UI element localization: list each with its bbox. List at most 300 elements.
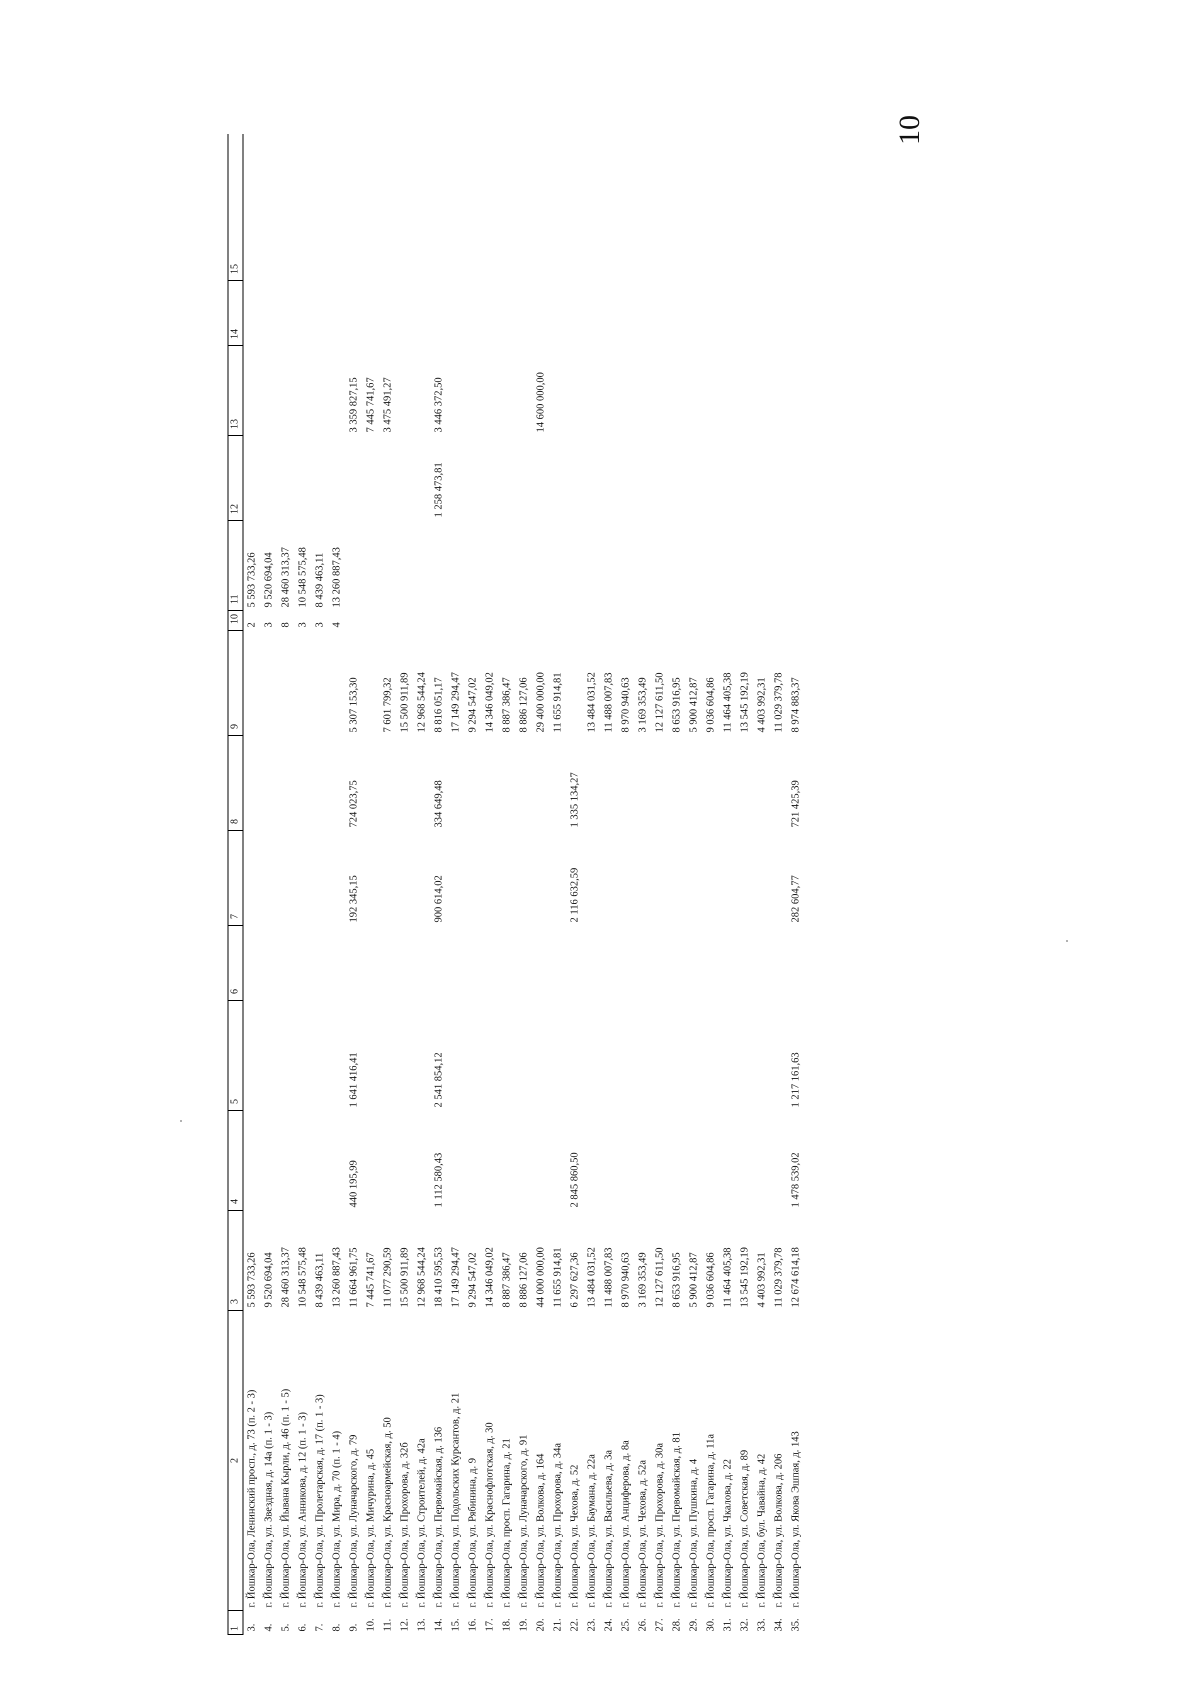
value-col-6 — [737, 926, 754, 1001]
value-col-15 — [397, 135, 414, 281]
row-number: 23. — [586, 1618, 598, 1632]
value-col-14 — [278, 281, 295, 346]
column-number: 5 — [228, 1001, 243, 1111]
table-row — [737, 135, 754, 1635]
value-col-8 — [686, 736, 703, 831]
value-col-3: 14 346 049,02 — [484, 1247, 496, 1308]
value-col-12 — [329, 436, 346, 521]
value-col-11 — [448, 521, 465, 611]
value-col-4 — [499, 1111, 516, 1211]
address-cell: г. Йошкар-Ола, ул. Прохорова, д. 32б — [399, 1442, 411, 1608]
value-col-15 — [346, 135, 363, 281]
value-col-15 — [499, 135, 516, 281]
row-number: 18. — [501, 1618, 513, 1632]
value-col-15 — [312, 135, 329, 281]
value-col-7 — [550, 831, 567, 926]
budget-table — [228, 135, 805, 1636]
value-col-10 — [635, 611, 652, 631]
value-col-13 — [584, 346, 601, 436]
row-number: 26. — [637, 1618, 649, 1632]
value-col-6 — [550, 926, 567, 1001]
value-col-12 — [669, 436, 686, 521]
row-number: 20. — [535, 1618, 547, 1632]
value-col-6 — [635, 926, 652, 1001]
value-col-15 — [618, 135, 635, 281]
value-col-13 — [635, 346, 652, 436]
table-row — [414, 135, 431, 1635]
value-col-6 — [346, 926, 363, 1001]
value-col-11: 5 593 733,26 — [246, 552, 258, 608]
value-col-8 — [635, 736, 652, 831]
value-col-3: 28 460 313,37 — [280, 1247, 292, 1308]
value-col-13 — [669, 346, 686, 436]
value-col-6 — [482, 926, 499, 1001]
value-col-8 — [737, 736, 754, 831]
value-col-10: 3 — [297, 622, 309, 628]
value-col-15 — [567, 135, 584, 281]
value-col-9 — [329, 631, 346, 736]
value-col-13 — [550, 346, 567, 436]
column-number: 1 — [228, 1611, 243, 1635]
value-col-15 — [261, 135, 278, 281]
value-col-13 — [618, 346, 635, 436]
value-col-5 — [584, 1001, 601, 1111]
row-number: 17. — [484, 1618, 496, 1632]
value-col-13: 7 445 741,67 — [365, 377, 377, 433]
value-col-12 — [737, 436, 754, 521]
value-col-5 — [380, 1001, 397, 1111]
value-col-13 — [652, 346, 669, 436]
value-col-6 — [516, 926, 533, 1001]
value-col-4 — [295, 1111, 312, 1211]
value-col-13: 3 475 491,27 — [382, 377, 394, 433]
table-row — [363, 135, 380, 1635]
address-cell: г. Йошкар-Ола, ул. Луначарского, д. 79 — [348, 1434, 360, 1608]
value-col-13 — [516, 346, 533, 436]
column-number: 7 — [228, 831, 243, 926]
address-cell: г. Йошкар-Ола, ул. Анникова, д. 12 (п. 1 - 3) — [297, 1412, 309, 1608]
value-col-9: 5 307 153,30 — [348, 677, 360, 733]
table-row — [278, 135, 295, 1635]
value-col-12 — [635, 436, 652, 521]
value-col-7 — [686, 831, 703, 926]
value-col-7 — [771, 831, 788, 926]
value-col-7 — [516, 831, 533, 926]
value-col-11 — [431, 521, 448, 611]
value-col-12 — [312, 436, 329, 521]
value-col-9 — [278, 631, 295, 736]
value-col-15 — [431, 135, 448, 281]
value-col-3: 12 968 544,24 — [416, 1247, 428, 1308]
value-col-6 — [397, 926, 414, 1001]
value-col-7: 2 116 632,59 — [569, 867, 581, 923]
value-col-9: 8 970 940,63 — [620, 677, 632, 733]
column-number: 11 — [228, 521, 243, 611]
value-col-5 — [465, 1001, 482, 1111]
column-number: 3 — [228, 1211, 243, 1311]
value-col-13 — [703, 346, 720, 436]
value-col-14 — [737, 281, 754, 346]
value-col-10 — [380, 611, 397, 631]
value-col-9: 11 488 007,83 — [603, 672, 615, 733]
row-number: 25. — [620, 1618, 632, 1632]
value-col-13 — [499, 346, 516, 436]
value-col-14 — [533, 281, 550, 346]
value-col-9: 7 601 799,32 — [382, 677, 394, 733]
address-cell: г. Йошкар-Ола, ул. Строителей, д. 42а — [416, 1438, 428, 1608]
address-cell: г. Йошкар-Ола, ул. Краснофлотская, д. 30 — [484, 1422, 496, 1608]
value-col-3: 5 593 733,26 — [246, 1252, 258, 1308]
value-col-7: 192 345,15 — [348, 875, 360, 923]
value-col-12 — [720, 436, 737, 521]
value-col-13 — [601, 346, 618, 436]
value-col-7 — [754, 831, 771, 926]
value-col-11 — [601, 521, 618, 611]
table-row — [243, 135, 261, 1635]
value-col-6 — [567, 926, 584, 1001]
value-col-10 — [567, 611, 584, 631]
value-col-15 — [414, 135, 431, 281]
address-cell: г. Йошкар-Ола, ул. Мира, д. 70 (п. 1 - 4) — [331, 1430, 343, 1608]
value-col-15 — [686, 135, 703, 281]
value-col-8: 724 023,75 — [348, 780, 360, 828]
value-col-12 — [499, 436, 516, 521]
value-col-3: 3 169 353,49 — [637, 1252, 649, 1308]
value-col-8 — [754, 736, 771, 831]
scan-speck — [1066, 940, 1068, 942]
value-col-12 — [788, 436, 805, 521]
value-col-13 — [771, 346, 788, 436]
address-cell: г. Йошкар-Ола, ул. Красноармейская, д. 50 — [382, 1417, 394, 1608]
value-col-5 — [618, 1001, 635, 1111]
value-col-6 — [703, 926, 720, 1001]
row-number: 8. — [331, 1623, 343, 1632]
value-col-13 — [686, 346, 703, 436]
value-col-7 — [482, 831, 499, 926]
value-col-7 — [635, 831, 652, 926]
value-col-11 — [720, 521, 737, 611]
address-cell: г. Йошкар-Ола, ул. Якова Эшпая, д. 143 — [790, 1431, 802, 1608]
value-col-8 — [703, 736, 720, 831]
value-col-15 — [737, 135, 754, 281]
value-col-15 — [448, 135, 465, 281]
value-col-4 — [465, 1111, 482, 1211]
value-col-7 — [737, 831, 754, 926]
value-col-15 — [754, 135, 771, 281]
value-col-11 — [652, 521, 669, 611]
address-cell: г. Йошкар-Ола, ул. Йывана Кырли, д. 46 (п. 1 - 5) — [280, 1388, 292, 1608]
value-col-6 — [243, 926, 261, 1001]
address-cell: г. Йошкар-Ола, ул. Подольских Курсантов, д. 21 — [450, 1392, 462, 1608]
value-col-15 — [465, 135, 482, 281]
value-col-4 — [771, 1111, 788, 1211]
value-col-5 — [516, 1001, 533, 1111]
value-col-6 — [380, 926, 397, 1001]
value-col-13 — [243, 346, 261, 436]
value-col-10: 3 — [263, 622, 275, 628]
value-col-6 — [499, 926, 516, 1001]
table-row — [584, 135, 601, 1635]
value-col-14 — [329, 281, 346, 346]
row-number: 6. — [297, 1623, 309, 1632]
value-col-5 — [550, 1001, 567, 1111]
value-col-14 — [567, 281, 584, 346]
row-number: 31. — [722, 1618, 734, 1632]
value-col-13 — [397, 346, 414, 436]
value-col-6 — [584, 926, 601, 1001]
value-col-9 — [243, 631, 261, 736]
value-col-10: 8 — [280, 622, 292, 628]
row-number: 27. — [654, 1618, 666, 1632]
row-number: 13. — [416, 1618, 428, 1632]
value-col-9 — [363, 631, 380, 736]
value-col-11: 13 260 887,43 — [331, 547, 343, 608]
value-col-8 — [550, 736, 567, 831]
value-col-12 — [686, 436, 703, 521]
value-col-5 — [295, 1001, 312, 1111]
value-col-12 — [618, 436, 635, 521]
address-cell: г. Йошкар-Ола, ул. Рябинина, д. 9 — [467, 1458, 479, 1608]
value-col-7 — [243, 831, 261, 926]
value-col-12 — [584, 436, 601, 521]
value-col-14 — [346, 281, 363, 346]
value-col-13 — [567, 346, 584, 436]
value-col-5: 2 541 854,12 — [433, 1052, 445, 1108]
address-cell: г. Йошкар-Ола, ул. Советская, д. 89 — [739, 1449, 751, 1608]
value-col-9: 29 400 000,00 — [535, 672, 547, 733]
value-col-8 — [295, 736, 312, 831]
address-cell: г. Йошкар-Ола, ул. Чкалова, д. 22 — [722, 1459, 734, 1608]
value-col-4 — [380, 1111, 397, 1211]
table-header-row — [228, 135, 243, 1635]
value-col-12 — [278, 436, 295, 521]
value-col-3: 11 488 007,83 — [603, 1247, 615, 1308]
address-cell: г. Йошкар-Ола, Ленинский просп., д. 73 (п. 2 - 3) — [246, 1389, 258, 1608]
row-number: 33. — [756, 1618, 768, 1632]
value-col-7 — [278, 831, 295, 926]
value-col-14 — [397, 281, 414, 346]
value-col-14 — [652, 281, 669, 346]
value-col-3: 5 900 412,87 — [688, 1252, 700, 1308]
column-number: 2 — [228, 1311, 243, 1611]
value-col-9 — [312, 631, 329, 736]
value-col-6 — [771, 926, 788, 1001]
address-cell: г. Йошкар-Ола, ул. Чехова, д. 52а — [637, 1459, 649, 1608]
value-col-8 — [243, 736, 261, 831]
value-col-14 — [788, 281, 805, 346]
value-col-8: 1 335 134,27 — [569, 772, 581, 828]
value-col-10: 3 — [314, 622, 326, 628]
value-col-15 — [482, 135, 499, 281]
value-col-11: 10 548 575,48 — [297, 547, 309, 608]
value-col-14 — [584, 281, 601, 346]
value-col-13 — [465, 346, 482, 436]
value-col-14 — [414, 281, 431, 346]
value-col-15 — [669, 135, 686, 281]
value-col-14 — [635, 281, 652, 346]
value-col-13 — [754, 346, 771, 436]
value-col-5 — [635, 1001, 652, 1111]
value-col-12 — [652, 436, 669, 521]
value-col-13 — [261, 346, 278, 436]
value-col-13: 14 600 000,00 — [535, 372, 547, 433]
value-col-5 — [652, 1001, 669, 1111]
table-row — [499, 135, 516, 1635]
value-col-7 — [533, 831, 550, 926]
value-col-6 — [295, 926, 312, 1001]
value-col-6 — [788, 926, 805, 1001]
value-col-11 — [737, 521, 754, 611]
value-col-15 — [278, 135, 295, 281]
value-col-12 — [363, 436, 380, 521]
table-row — [754, 135, 771, 1635]
row-number: 28. — [671, 1618, 683, 1632]
value-col-12 — [465, 436, 482, 521]
value-col-6 — [669, 926, 686, 1001]
value-col-10 — [499, 611, 516, 631]
value-col-3: 11 464 405,38 — [722, 1247, 734, 1308]
column-number: 9 — [228, 631, 243, 736]
value-col-15 — [329, 135, 346, 281]
value-col-13 — [329, 346, 346, 436]
address-cell: г. Йошкар-Ола, ул. Первомайская, д. 136 — [433, 1426, 445, 1608]
value-col-7 — [448, 831, 465, 926]
value-col-15 — [584, 135, 601, 281]
value-col-6 — [601, 926, 618, 1001]
value-col-7 — [703, 831, 720, 926]
value-col-5 — [754, 1001, 771, 1111]
value-col-3: 11 029 379,78 — [773, 1247, 785, 1308]
value-col-14 — [261, 281, 278, 346]
value-col-11 — [771, 521, 788, 611]
value-col-10 — [618, 611, 635, 631]
value-col-9: 9 294 547,02 — [467, 677, 479, 733]
value-col-8 — [363, 736, 380, 831]
value-col-10 — [686, 611, 703, 631]
value-col-7 — [380, 831, 397, 926]
value-col-7 — [465, 831, 482, 926]
value-col-7 — [499, 831, 516, 926]
value-col-8 — [448, 736, 465, 831]
value-col-3: 8 887 386,47 — [501, 1252, 513, 1308]
address-cell: г. Йошкар-Ола, ул. Прохорова, д. 30а — [654, 1442, 666, 1608]
value-col-13 — [312, 346, 329, 436]
value-col-10 — [533, 611, 550, 631]
table-row — [669, 135, 686, 1635]
value-col-14 — [550, 281, 567, 346]
value-col-4 — [516, 1111, 533, 1211]
value-col-9 — [295, 631, 312, 736]
value-col-9: 11 464 405,38 — [722, 672, 734, 733]
value-col-11 — [363, 521, 380, 611]
value-col-8 — [465, 736, 482, 831]
value-col-5 — [703, 1001, 720, 1111]
value-col-8 — [482, 736, 499, 831]
table-row — [601, 135, 618, 1635]
value-col-11 — [516, 521, 533, 611]
value-col-9 — [261, 631, 278, 736]
value-col-4 — [278, 1111, 295, 1211]
value-col-11 — [550, 521, 567, 611]
table-row — [261, 135, 278, 1635]
value-col-4 — [363, 1111, 380, 1211]
value-col-4 — [243, 1111, 261, 1211]
value-col-12 — [346, 436, 363, 521]
value-col-7 — [397, 831, 414, 926]
value-col-4 — [261, 1111, 278, 1211]
value-col-11 — [567, 521, 584, 611]
value-col-10 — [397, 611, 414, 631]
table-row — [380, 135, 397, 1635]
table-row — [448, 135, 465, 1635]
column-number: 15 — [228, 135, 243, 281]
address-cell: г. Йошкар-Ола, бул. Чавайна, д. 42 — [756, 1453, 768, 1608]
value-col-11 — [686, 521, 703, 611]
table-row — [516, 135, 533, 1635]
value-col-11 — [703, 521, 720, 611]
row-number: 29. — [688, 1618, 700, 1632]
value-col-10 — [771, 611, 788, 631]
value-col-7: 900 614,02 — [433, 875, 445, 923]
value-col-12 — [703, 436, 720, 521]
value-col-6 — [465, 926, 482, 1001]
value-col-11 — [754, 521, 771, 611]
value-col-14 — [703, 281, 720, 346]
value-col-13 — [788, 346, 805, 436]
value-col-11 — [635, 521, 652, 611]
value-col-9: 3 169 353,49 — [637, 677, 649, 733]
value-col-8 — [278, 736, 295, 831]
value-col-3: 13 484 031,52 — [586, 1247, 598, 1308]
value-col-7 — [652, 831, 669, 926]
row-number: 22. — [569, 1618, 581, 1632]
value-col-9: 14 346 049,02 — [484, 672, 496, 733]
row-number: 15. — [450, 1618, 462, 1632]
value-col-7 — [295, 831, 312, 926]
value-col-3: 10 548 575,48 — [297, 1247, 309, 1308]
page-number: 10 — [893, 115, 926, 145]
value-col-4 — [550, 1111, 567, 1211]
value-col-15 — [771, 135, 788, 281]
value-col-3: 9 294 547,02 — [467, 1252, 479, 1308]
value-col-5 — [261, 1001, 278, 1111]
value-col-9: 8 816 051,17 — [433, 677, 445, 733]
value-col-14 — [363, 281, 380, 346]
value-col-5 — [448, 1001, 465, 1111]
row-number: 19. — [518, 1618, 530, 1632]
value-col-5 — [669, 1001, 686, 1111]
value-col-9: 8 974 883,37 — [790, 677, 802, 733]
value-col-10 — [737, 611, 754, 631]
value-col-15 — [516, 135, 533, 281]
value-col-7 — [329, 831, 346, 926]
value-col-4 — [448, 1111, 465, 1211]
value-col-11 — [533, 521, 550, 611]
value-col-14 — [686, 281, 703, 346]
value-col-5 — [243, 1001, 261, 1111]
value-col-9: 12 127 611,50 — [654, 672, 666, 733]
value-col-8 — [720, 736, 737, 831]
value-col-5 — [601, 1001, 618, 1111]
value-col-11 — [669, 521, 686, 611]
value-col-12 — [516, 436, 533, 521]
value-col-6 — [533, 926, 550, 1001]
value-col-6 — [261, 926, 278, 1001]
value-col-7 — [669, 831, 686, 926]
table-row — [788, 135, 805, 1635]
value-col-14 — [618, 281, 635, 346]
value-col-3: 8 653 916,95 — [671, 1252, 683, 1308]
